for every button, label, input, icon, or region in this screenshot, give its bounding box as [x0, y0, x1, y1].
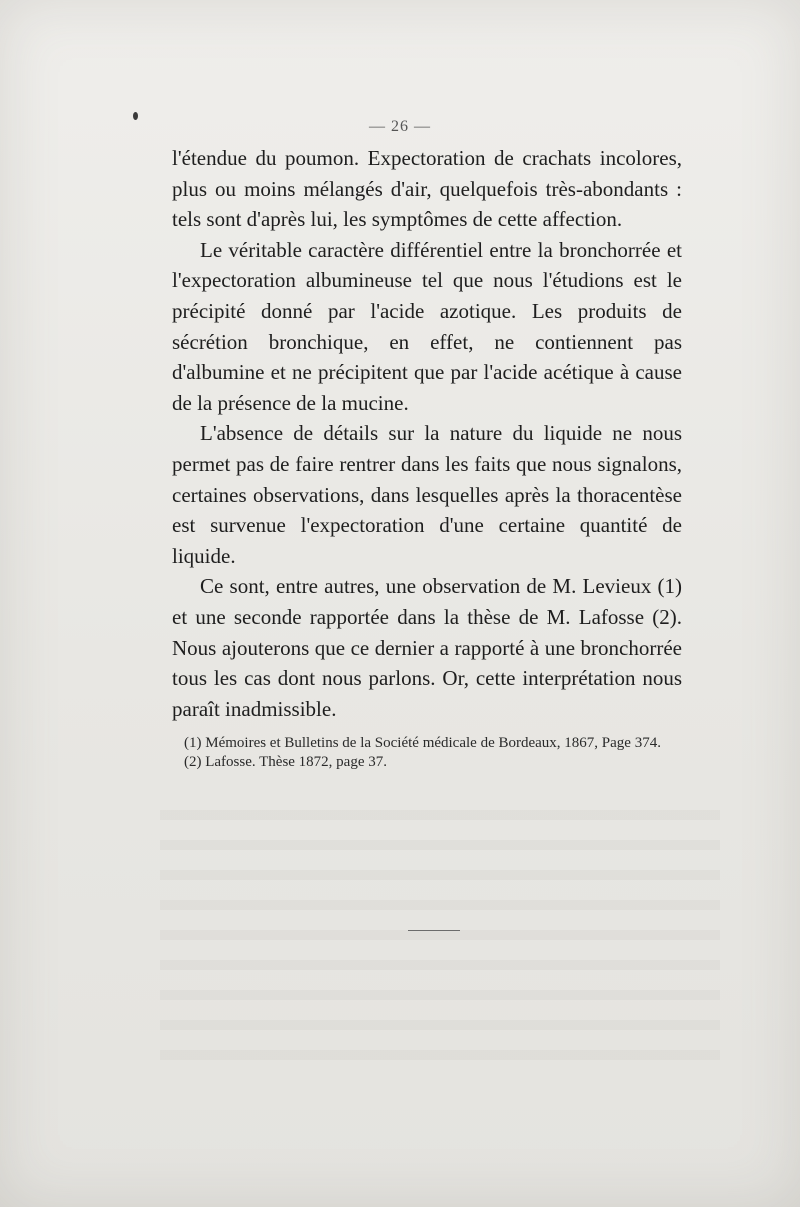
paragraph-differential-character: Le véritable caractère différentiel entre la bronchorrée et l'expectoration albumineuse tel que nous l'étudions est le précipité donné par l'acide azotique. Les produits de sécrétion bronchique, en effet, ne contiennent pas d'albumine et ne précipitent que par l'acide acétique à cause de la présence de la mucine.	[172, 237, 682, 415]
body-text	[172, 143, 682, 724]
page-number: — 26 —	[369, 118, 431, 135]
paragraph-absence-of-details: L'absence de détails sur la nature du liquide ne nous permet pas de faire rentrer dans les faits que nous signalons, certaines observations, dans lesquelles après la thoracentèse est survenue l'expectoration d'une certaine quantité de liquide.	[172, 421, 682, 568]
footnote-lafosse: (2) Lafosse. Thèse 1872, page 37.	[184, 753, 387, 770]
footnotes	[172, 734, 684, 771]
paragraph-observations: Ce sont, entre autres, une observation de M. Levieux (1) et une seconde rapportée dans la thèse de M. Lafosse (2). Nous ajouterons que ce dernier a rapporté à une bronchorrée tous les cas dont nous parlons. Or, cette interprétation nous paraît inadmissible.	[172, 574, 682, 721]
footnote-levieux: (1) Mémoires et Bulletins de la Société médicale de Bordeaux, 1867, Page 374.	[184, 735, 661, 751]
bleed-through-rule	[408, 930, 460, 931]
paragraph-continuation: l'étendue du poumon. Expectoration de crachats incolores, plus ou moins mélangés d'air, quelquefois très-abondants : tels sont d'après lui, les symptômes de cette affection.	[172, 146, 682, 232]
